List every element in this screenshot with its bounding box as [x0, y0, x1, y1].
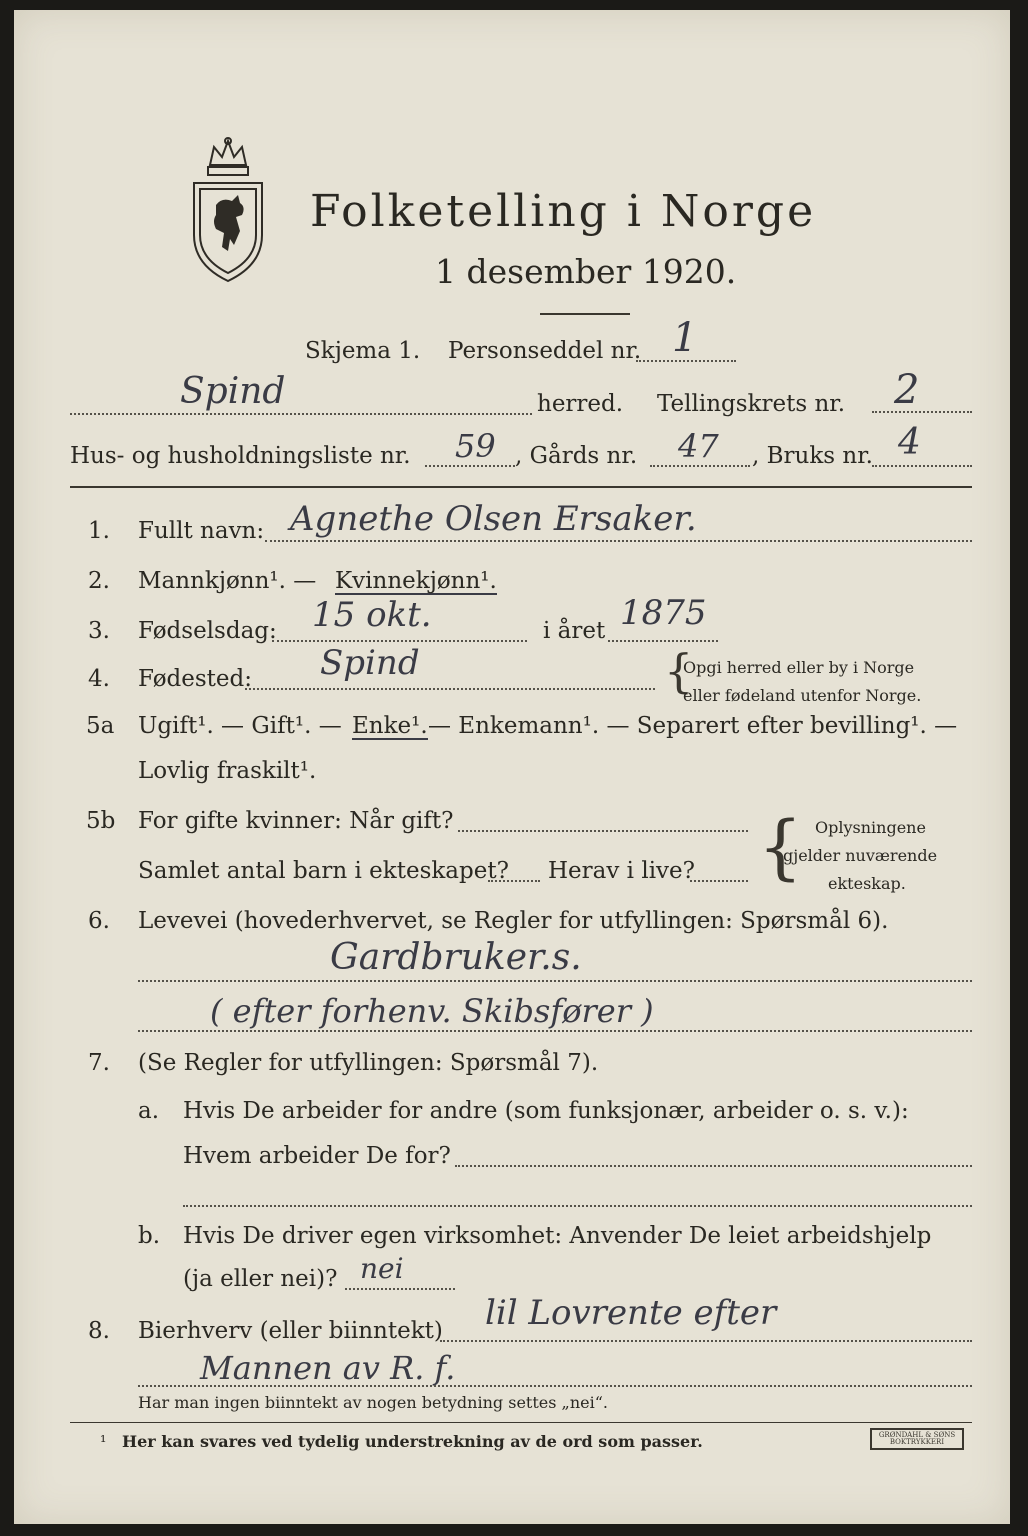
personseddel-value: 1 [672, 315, 698, 361]
q5b-line-3 [690, 880, 748, 882]
q5b-note-line-3: ekteskap. [828, 874, 906, 893]
tellingskrets-line [872, 411, 972, 413]
q2-number: 2. [88, 568, 110, 594]
footnote-mark: ¹ [100, 1432, 107, 1451]
q4-note-line-2: eller fødeland utenfor Norge. [683, 686, 922, 705]
q7a-number: a. [138, 1098, 160, 1124]
section-divider [70, 486, 972, 488]
q7-label: (Se Regler for utfyllingen: Spørsmål 7). [138, 1050, 599, 1076]
q4-label: Fødested: [138, 666, 253, 692]
herred-value: Spind [180, 371, 286, 412]
q3-number: 3. [88, 618, 110, 644]
q1-line [265, 540, 972, 542]
q8-line-1 [440, 1340, 972, 1342]
q7a-line-2 [183, 1205, 972, 1207]
q2-label-female: Kvinnekjønn¹. [335, 568, 497, 594]
hus-line [425, 465, 515, 467]
bruks-line [872, 465, 972, 467]
gards-value: 47 [678, 427, 719, 465]
q6-label: Levevei (hovederhvervet, se Regler for utfyllingen: Spørsmål 6). [138, 908, 889, 934]
q8-number: 8. [88, 1318, 110, 1344]
q7b-line [345, 1288, 455, 1290]
q5b-note-brace: { [758, 806, 803, 888]
personseddel-label: Personseddel nr. [448, 338, 642, 364]
q1-label: Fullt navn: [138, 518, 265, 544]
q6-value-1: Gardbruker.s. [330, 937, 582, 978]
q4-note-brace: { [664, 644, 694, 698]
q8-label: Bierhverv (eller biinntekt) [138, 1318, 443, 1344]
q5a-number: 5a [86, 713, 115, 739]
q7-number: 7. [88, 1050, 110, 1076]
q5a-text-enke: Enke¹. [352, 713, 428, 739]
q3-label: Fødselsdag: [138, 618, 277, 644]
q7b-number: b. [138, 1223, 161, 1249]
q8-value-2: Mannen av R. f. [200, 1349, 456, 1387]
bruks-value: 4 [898, 422, 921, 463]
q5b-label: For gifte kvinner: Når gift? [138, 808, 454, 834]
q5b-label-2: Samlet antal barn i ekteskapet? [138, 858, 509, 884]
q7b-value: nei [360, 1252, 404, 1285]
q3-value: 15 okt. [312, 595, 432, 635]
q7a-label: Hvis De arbeider for andre (som funksjonær, arbeider o. s. v.): [183, 1098, 909, 1124]
gards-line [650, 465, 750, 467]
q5a-text-c: — Enkemann¹. — Separert efter bevilling¹. — [428, 713, 958, 739]
q5b-label-3: Herav i live? [548, 858, 695, 884]
q5b-note-line-2: gjelder nuværende [783, 846, 938, 865]
q7a-line-1 [455, 1165, 972, 1167]
q6-value-2: ( efter forhenv. Skibsfører ) [210, 992, 654, 1030]
q4-note-line-1: Opgi herred eller by i Norge [683, 658, 915, 677]
q5a-text-a: Ugift¹. — Gift¹. — [138, 713, 342, 739]
q3-year-line [608, 640, 718, 642]
bruks-label: , Bruks nr. [752, 443, 873, 469]
gards-label: , Gårds nr. [515, 443, 638, 469]
q5b-note-line-1: Oplysningene [815, 818, 926, 837]
norwegian-coat-of-arms-icon [188, 135, 268, 285]
footer-divider [70, 1422, 972, 1423]
hus-value: 59 [455, 427, 496, 465]
tellingskrets-value: 2 [894, 367, 920, 413]
q4-number: 4. [88, 666, 110, 692]
q6-number: 6. [88, 908, 110, 934]
q4-line [245, 688, 655, 690]
q5a-text-d: Lovlig fraskilt¹. [138, 758, 317, 784]
form-title: Folketelling i Norge [310, 186, 817, 237]
q6-line-1 [138, 980, 972, 982]
q6-line-2 [138, 1030, 972, 1032]
q1-value: Agnethe Olsen Ersaker. [290, 499, 697, 539]
form-subtitle: 1 desember 1920. [435, 252, 737, 291]
q7a-label-2: Hvem arbeider De for? [183, 1143, 451, 1169]
q8-value-1: lil Lovrente efter [485, 1293, 777, 1333]
q5b-line-2 [488, 880, 540, 882]
q3-year-label: i året [543, 618, 606, 644]
printer-stamp: GRØNDAHL & SØNS BOKTRYKKERI [870, 1428, 964, 1450]
q8-note: Har man ingen biinntekt av nogen betydning settes „nei“. [138, 1393, 608, 1412]
tellingskrets-label: Tellingskrets nr. [657, 391, 846, 417]
q7b-label: Hvis De driver egen virksomhet: Anvender De leiet arbeidshjelp [183, 1223, 932, 1249]
q8-line-2 [138, 1385, 972, 1387]
q3-year-value: 1875 [620, 593, 707, 633]
q4-value: Spind [320, 643, 420, 683]
q5b-line-1 [458, 830, 748, 832]
q7b-label-2: (ja eller nei)? [183, 1266, 338, 1292]
q5b-number: 5b [86, 808, 116, 834]
header-divider [540, 313, 630, 315]
hus-label: Hus- og husholdningsliste nr. [70, 443, 411, 469]
herred-line [70, 413, 532, 415]
q2-label-male: Mannkjønn¹. — [138, 568, 317, 594]
q1-number: 1. [88, 518, 110, 544]
herred-label: herred. [537, 391, 624, 417]
skjema-label: Skjema 1. [305, 338, 421, 364]
footnote-text: Her kan svares ved tydelig understrekning av de ord som passer. [122, 1432, 703, 1451]
q3-line [272, 640, 527, 642]
